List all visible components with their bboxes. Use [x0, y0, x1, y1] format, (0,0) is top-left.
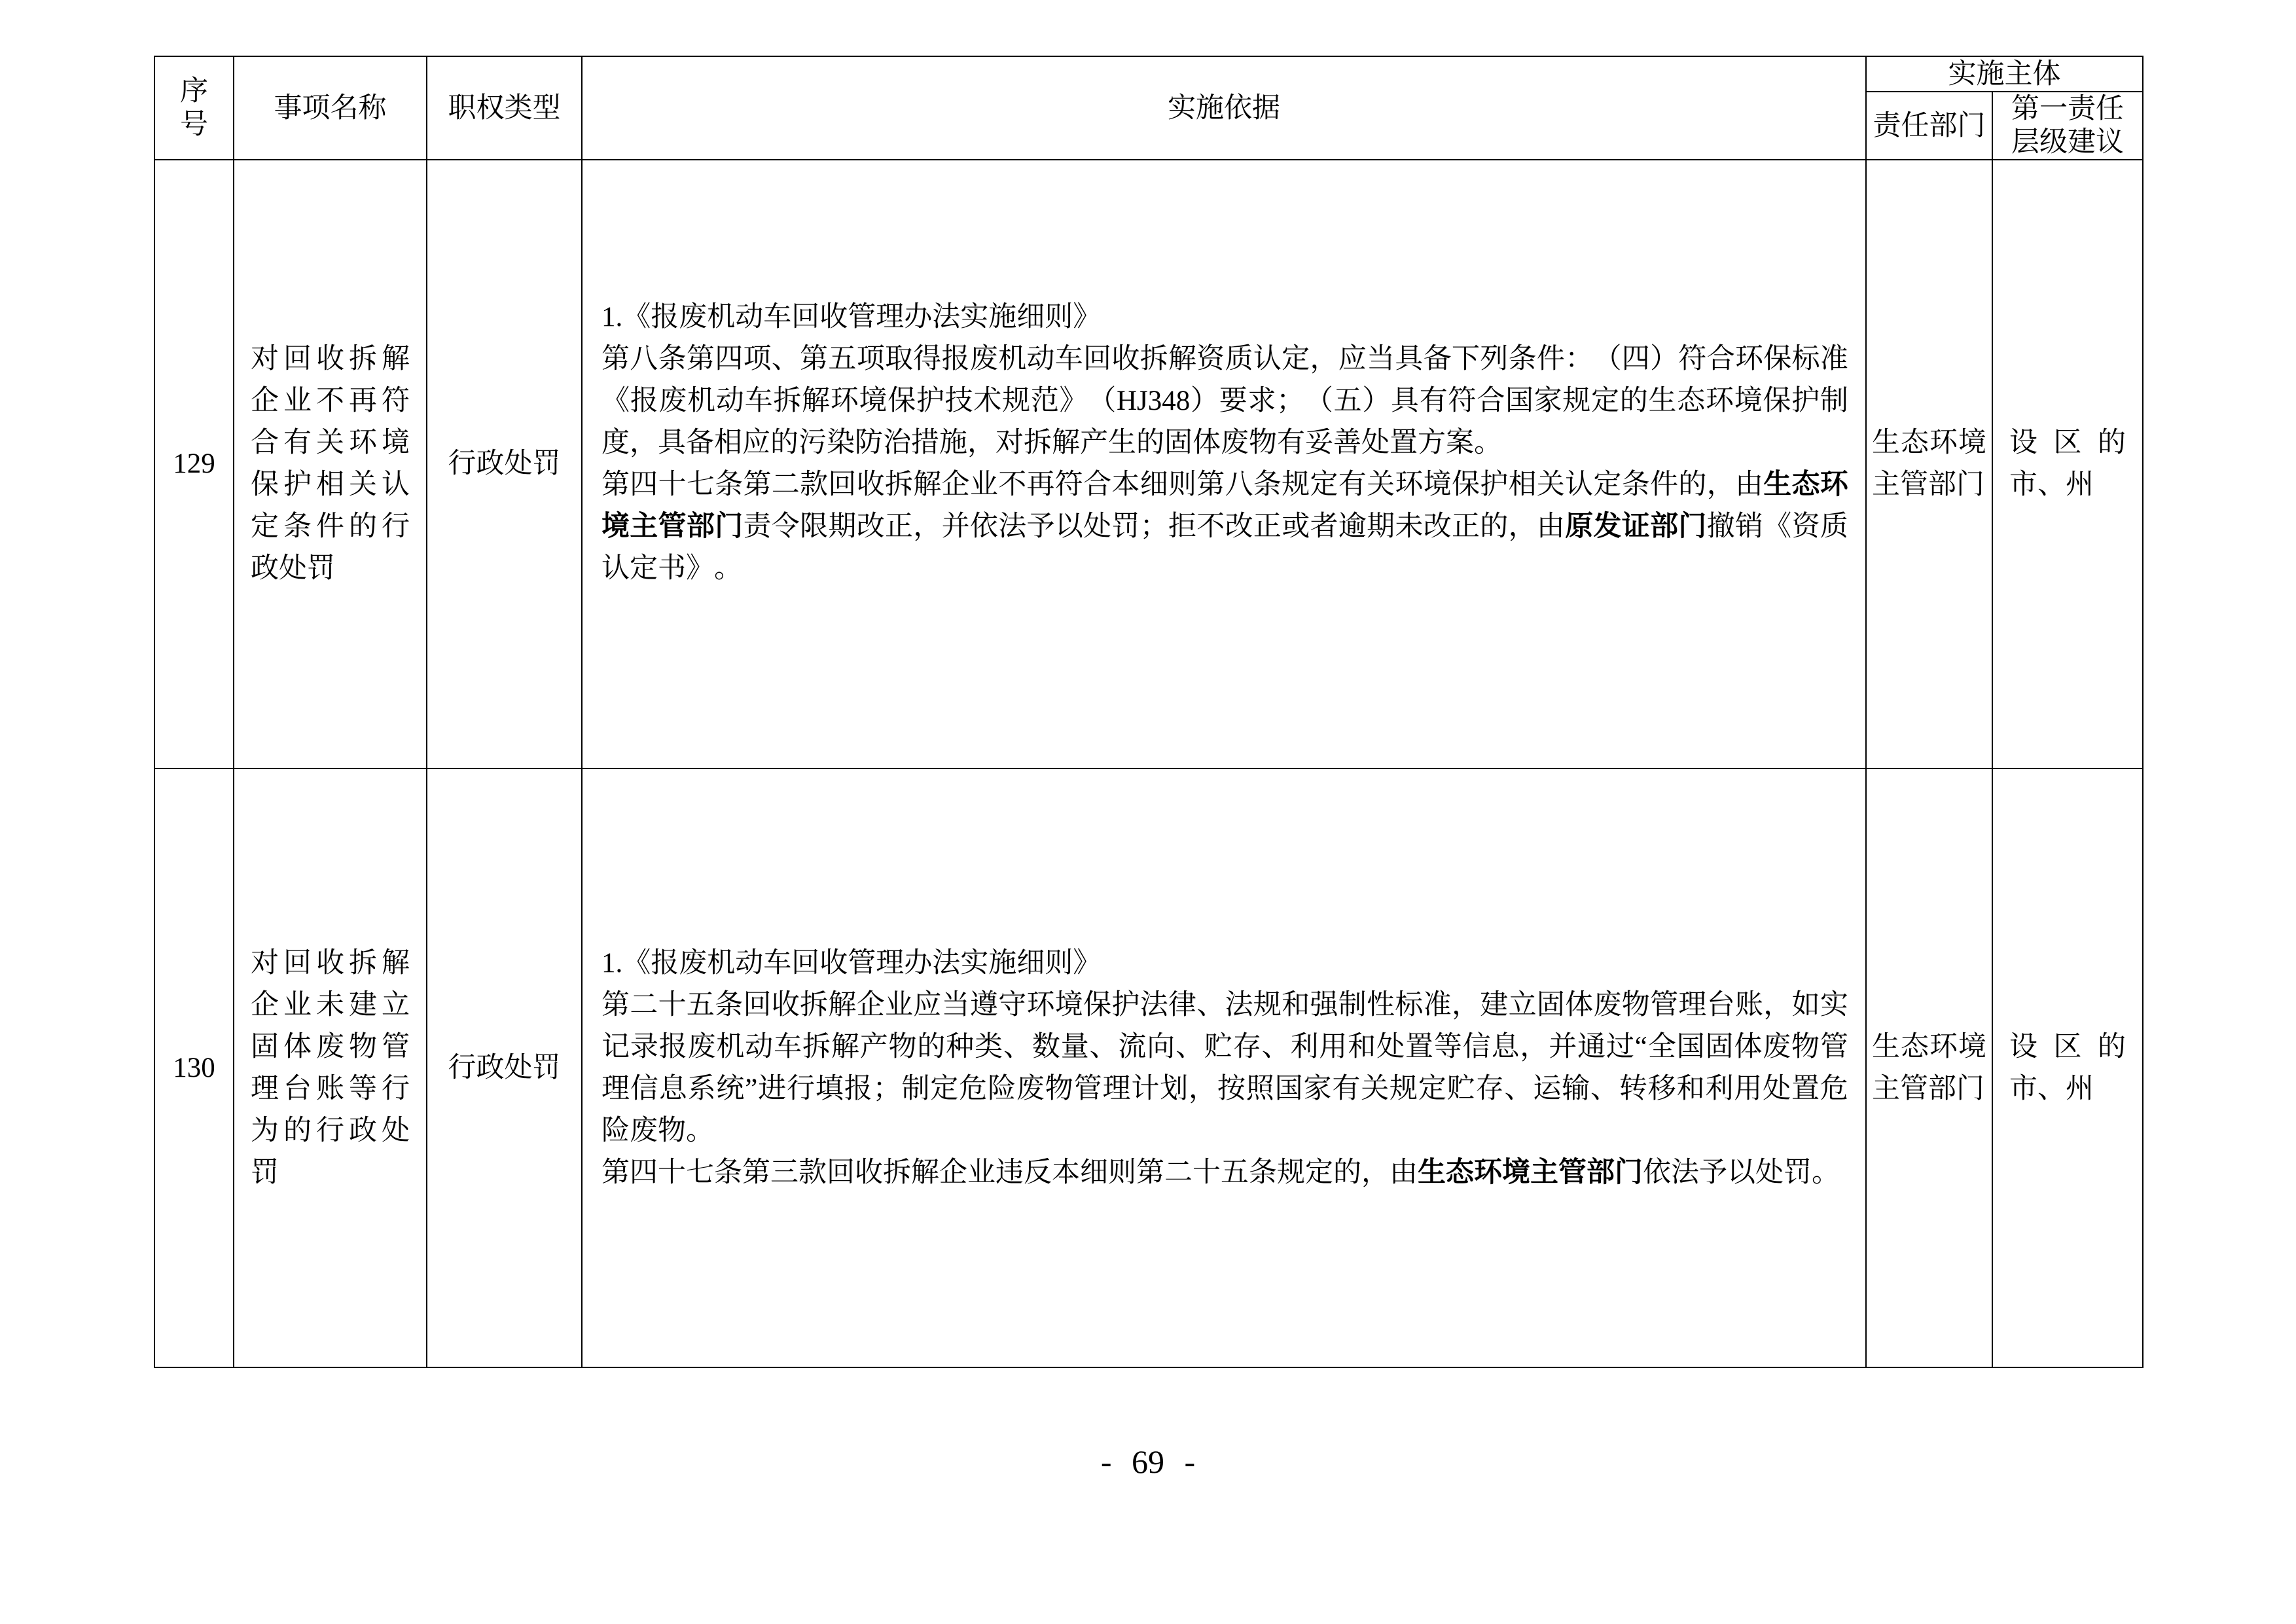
- responsible-dept: 生态环境主管部门: [1872, 427, 1986, 500]
- basis-cell: [582, 160, 1866, 768]
- table-row: [154, 768, 2143, 1367]
- seq-cell: [154, 160, 234, 768]
- basis-source: 1.《报废机动车回收管理办法实施细则》: [601, 947, 1102, 979]
- penalty-text: 第四十七条第三款回收拆解企业违反本细则第二十五条规定的，由: [601, 1157, 1418, 1188]
- penalty-emphasis: 原发证部门: [1565, 511, 1707, 542]
- power-type-cell: [427, 160, 582, 768]
- responsible-dept-cell: [1866, 160, 1992, 768]
- power-type: 行政处罚: [448, 448, 561, 479]
- item-name: 对回收拆解企业未建立固体废物管理台账等行为的行政处罚: [251, 947, 410, 1188]
- first-level-cell: [1992, 768, 2143, 1367]
- penalty-text: 第四十七条第二款回收拆解企业不再符合本细则第八条规定有关环境保护相关认定条件的，由: [601, 469, 1764, 500]
- header-row-top: [154, 56, 2143, 92]
- table-row: [154, 160, 2143, 768]
- header-basis: 实施依据: [582, 56, 1866, 160]
- header-responsible-dept: 责任部门: [1866, 92, 1992, 160]
- penalty-text: 依法予以处罚。: [1643, 1157, 1840, 1188]
- penalty-emphasis: 生态环境主管部门: [601, 469, 1848, 542]
- responsible-dept-cell: [1866, 768, 1992, 1367]
- basis-requirement: 第二十五条回收拆解企业应当遵守环境保护法律、法规和强制性标准，建立固体废物管理台账，如实记录报废机动车拆解产物的种类、数量、流向、贮存、利用和处置等信息，并通过“全国固体废物管理信息系统”进行填报；制定危险废物管理计划，按照国家有关规定贮存、运输、转移和利用处置危险废物。: [601, 989, 1848, 1146]
- basis-text: [601, 943, 1848, 1194]
- item-name: 对回收拆解企业不再符合有关环境保护相关认定条件的行政处罚: [251, 344, 410, 584]
- page-number: - 69 -: [1100, 1443, 1196, 1480]
- first-level: 设区的市、州: [2009, 427, 2126, 500]
- item-name-cell: [234, 768, 427, 1367]
- header-item-name: 事项名称: [234, 56, 427, 160]
- responsible-dept: 生态环境主管部门: [1872, 1031, 1986, 1104]
- header-subject-group: 实施主体: [1866, 56, 2143, 92]
- basis-text: [601, 297, 1848, 590]
- header-seq: 序号: [154, 56, 234, 160]
- power-type: 行政处罚: [448, 1052, 561, 1083]
- basis-cell: [582, 768, 1866, 1367]
- basis-requirement: 第八条第四项、第五项取得报废机动车回收拆解资质认定，应当具备下列条件：（四）符合环保标准《报废机动车拆解环境保护技术规范》（HJ348）要求；（五）具有符合国家规定的生态环境保护制度，具备相应的污染防治措施，对拆解产生的固体废物有妥善处置方案。: [601, 344, 1848, 458]
- header-first-level: 第一责任层级建议: [1992, 92, 2143, 160]
- seq-cell: [154, 768, 234, 1367]
- first-level-cell: [1992, 160, 2143, 768]
- table-body: [154, 160, 2143, 1367]
- power-type-cell: [427, 768, 582, 1367]
- seq-number: 130: [173, 1052, 215, 1083]
- penalty-text: 撤销《资质认定书》。: [601, 511, 1848, 584]
- seq-number: 129: [173, 448, 215, 479]
- penalty-emphasis: 生态环境主管部门: [1418, 1157, 1643, 1188]
- header-power-type: 职权类型: [427, 56, 582, 160]
- basis-source: 1.《报废机动车回收管理办法实施细则》: [601, 302, 1102, 333]
- basis-penalty: [601, 1152, 1848, 1194]
- authority-list-table: [154, 56, 2144, 1368]
- table-header: [154, 56, 2143, 160]
- basis-penalty: [601, 464, 1848, 590]
- first-level: 设区的市、州: [2009, 1031, 2126, 1104]
- item-name-cell: [234, 160, 427, 768]
- penalty-text: 责令限期改正，并依法予以处罚；拒不改正或者逾期未改正的，由: [743, 511, 1566, 542]
